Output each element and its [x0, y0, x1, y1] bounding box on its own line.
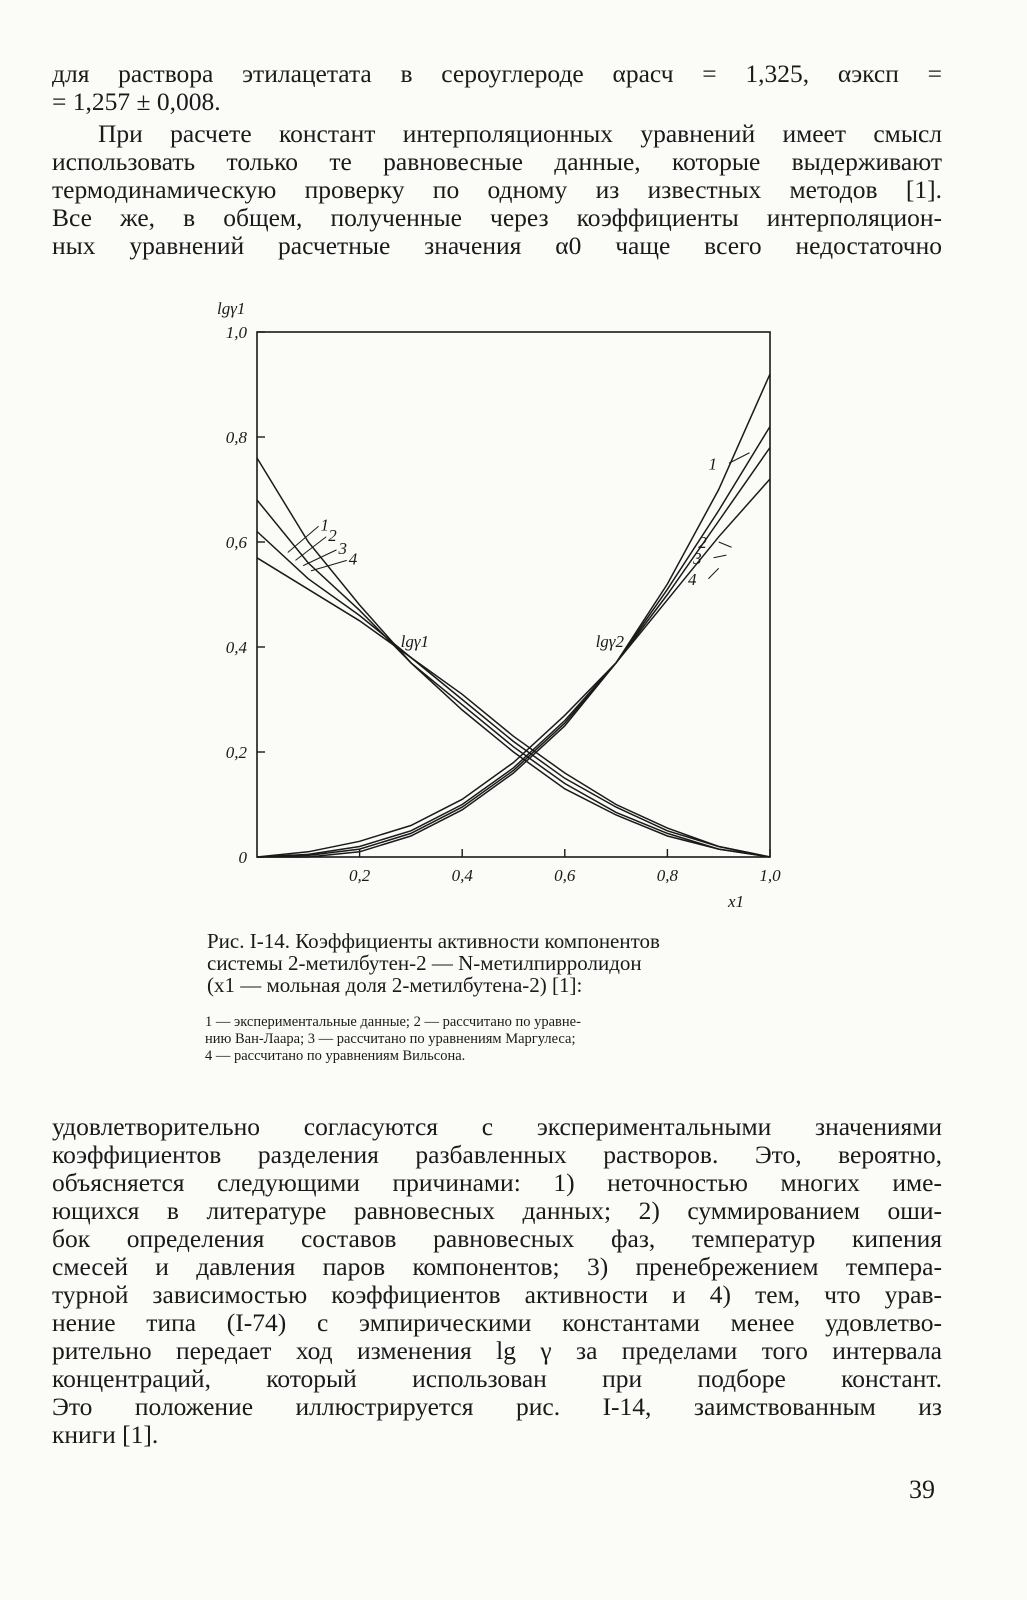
- x-axis-label: x1: [728, 892, 745, 911]
- series-number-label: 4: [348, 549, 358, 569]
- text-line: турной зависимостью коэффициентов активности и 4) тем, что урав-: [52, 1280, 942, 1309]
- leader-line: [708, 568, 718, 579]
- legend-line: нию Ван-Лаара; 3 — рассчитано по уравнениям Маргулеса;: [205, 1031, 576, 1047]
- figure-legend: [205, 1014, 790, 1065]
- series-number-label: 3: [338, 538, 348, 558]
- activity-coefficient-chart: [195, 290, 835, 930]
- series-number-label: 4: [687, 569, 697, 589]
- x-tick-label: 0,6: [554, 866, 576, 885]
- caption-line: системы 2-метилбутен-2 — N-метилпирролидон: [207, 951, 642, 975]
- text-line: = 1,257 ± 0,008.: [52, 87, 221, 116]
- paragraph-conclusion: [52, 1113, 942, 1449]
- text-line: ных уравнений расчетные значения α0 чаще всего недостаточно: [52, 231, 942, 260]
- caption-line: Рис. I-14. Коэффициенты активности компонентов: [207, 929, 660, 953]
- curve-lg-gamma1-4: [257, 558, 770, 857]
- text-line: для раствора этилацетата в сероуглероде αрасч = 1,325, αэксп =: [52, 59, 942, 88]
- y-tick-label: 0,4: [225, 638, 247, 657]
- x-tick-label: 1,0: [759, 866, 781, 885]
- plot-frame: [257, 332, 770, 857]
- series-number-label: 1: [708, 454, 717, 474]
- text-line: Это положение иллюстрируется рис. I-14, заимствованным из: [52, 1392, 942, 1421]
- text-line: удовлетворительно согласуются с экспериментальными значениями: [52, 1112, 942, 1141]
- leader-line: [714, 555, 727, 558]
- x-tick-label: 0,2: [348, 866, 371, 885]
- text-line: бок определения составов равновесных фаз, температур кипения: [52, 1224, 942, 1253]
- text-line: использовать только те равновесные данные, которые выдерживают: [52, 147, 942, 176]
- y-tick-label: 1,0: [225, 323, 247, 342]
- x-tick-label: 0,8: [656, 866, 679, 885]
- leader-line: [303, 550, 336, 566]
- series-number-label: 1: [320, 515, 330, 535]
- curve-group-label: lgγ2: [595, 632, 625, 651]
- x-tick-label: 0,4: [451, 866, 473, 885]
- text-line: При расчете констант интерполяционных уравнений имеет смысл: [98, 119, 942, 148]
- text-line: ющихся в литературе равновесных данных; 2) суммированием оши-: [52, 1196, 942, 1225]
- text-line: Все же, в общем, полученные через коэффициенты интерполяцион-: [52, 203, 942, 232]
- y-tick-label: 0,8: [225, 428, 247, 447]
- legend-line: 1 — экспериментальные данные; 2 — рассчитано по уравне-: [205, 1014, 581, 1030]
- curve-lg-gamma2-1: [257, 374, 770, 857]
- curve-lg-gamma2-2: [257, 427, 770, 858]
- text-line: коэффициентов разделения разбавленных растворов. Это, вероятно,: [52, 1140, 942, 1169]
- y-tick-label: 0,6: [225, 533, 247, 552]
- paragraph-intro: [52, 60, 942, 116]
- text-line: рительно передает ход изменения lg γ за пределами того интервала: [52, 1336, 942, 1365]
- paragraph-interpolation: [52, 120, 942, 260]
- y-tick-label: 0: [238, 848, 247, 867]
- legend-line: 4 — рассчитано по уравнениям Вильсона.: [205, 1048, 466, 1064]
- text-line: концентраций, который использован при подборе констант.: [52, 1364, 942, 1393]
- y-axis-label: lgγ1: [217, 299, 246, 318]
- curve-lg-gamma2-3: [257, 448, 770, 858]
- series-number-label: 2: [698, 533, 707, 552]
- text-line: нение типа (I-74) с эмпирическими константами менее удовлетво-: [52, 1308, 942, 1337]
- curve-lg-gamma1-1: [257, 458, 770, 857]
- page-number: 39: [909, 1475, 935, 1504]
- text-line: термодинамическую проверку по одному из известных методов [1].: [52, 175, 942, 204]
- y-tick-label: 0,2: [225, 743, 247, 762]
- text-line: смесей и давления паров компонентов; 3) пренебрежением темпера-: [52, 1252, 942, 1281]
- caption-line: (x1 — мольная доля 2-метилбутена-2) [1]:: [207, 973, 583, 997]
- curve-group-label: lgγ1: [400, 632, 430, 651]
- leader-line: [311, 560, 347, 571]
- chart-svg: [195, 290, 835, 930]
- series-number-label: 3: [693, 548, 702, 568]
- series-number-label: 2: [328, 525, 337, 545]
- leader-line: [719, 542, 732, 547]
- figure-caption: [207, 930, 787, 996]
- text-line: книги [1].: [52, 1420, 159, 1449]
- text-line: объясняется следующими причинами: 1) неточностью многих име-: [52, 1168, 942, 1197]
